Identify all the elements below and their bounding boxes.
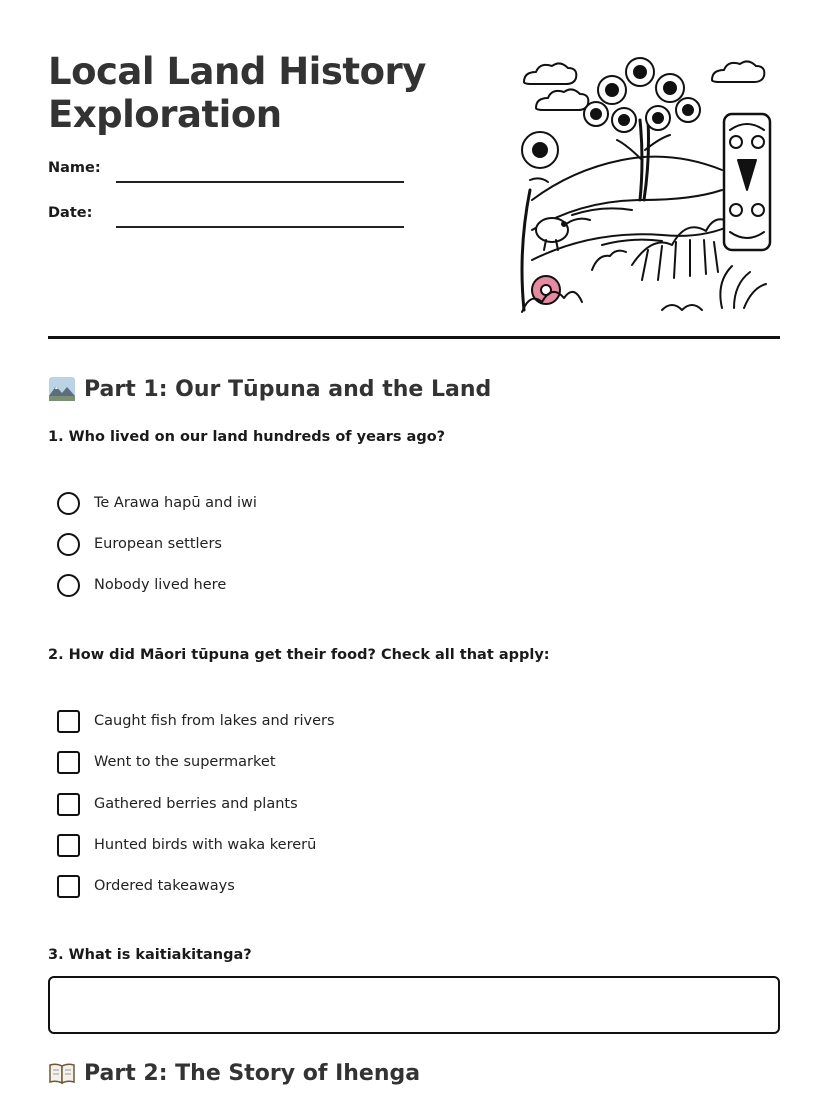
open-book-emoji-icon: [48, 1060, 76, 1086]
part2-heading-text: Part 2: The Story of Ihenga: [84, 1060, 421, 1086]
q2-option-2-label: Went to the supermarket: [94, 754, 276, 770]
q2-option-5-label: Ordered takeaways: [94, 878, 235, 894]
q1-option-1-label: Te Arawa hapū and iwi: [94, 495, 257, 511]
date-line[interactable]: [116, 226, 404, 228]
landscape-emoji-icon: [48, 376, 76, 402]
part1-heading: [48, 374, 491, 404]
maori-landscape-illustration: [512, 50, 780, 316]
q2-option-3[interactable]: [57, 791, 298, 817]
name-field[interactable]: [48, 160, 408, 184]
q2-option-2[interactable]: [57, 749, 276, 775]
q1-option-2-label: European settlers: [94, 536, 222, 552]
question-2: 2. How did Māori tūpuna get their food? Check all that apply:: [48, 647, 550, 663]
checkbox[interactable]: [57, 793, 80, 816]
date-label: Date:: [48, 205, 93, 221]
title-line-2: Exploration: [48, 93, 282, 136]
q2-option-4[interactable]: [57, 832, 316, 858]
date-field[interactable]: [48, 205, 408, 229]
question-1: 1. Who lived on our land hundreds of years ago?: [48, 429, 446, 445]
radio-button[interactable]: [57, 574, 80, 597]
checkbox[interactable]: [57, 875, 80, 898]
name-line[interactable]: [116, 181, 404, 183]
checkbox[interactable]: [57, 751, 80, 774]
header-divider: [48, 336, 780, 339]
question-3: 3. What is kaitiakitanga?: [48, 947, 252, 963]
q2-option-1-label: Caught fish from lakes and rivers: [94, 713, 335, 729]
q2-option-3-label: Gathered berries and plants: [94, 796, 298, 812]
q1-option-3-label: Nobody lived here: [94, 577, 227, 593]
q1-option-1[interactable]: [57, 490, 257, 516]
part2-heading: [48, 1058, 420, 1088]
q1-option-3[interactable]: [57, 572, 226, 598]
radio-button[interactable]: [57, 492, 80, 515]
q2-option-1[interactable]: [57, 708, 335, 734]
title-line-1: Local Land History: [48, 50, 426, 93]
q1-option-2[interactable]: [57, 531, 222, 557]
name-label: Name:: [48, 160, 101, 176]
part1-heading-text: Part 1: Our Tūpuna and the Land: [84, 376, 492, 402]
worksheet-title: [48, 50, 468, 136]
radio-button[interactable]: [57, 533, 80, 556]
checkbox[interactable]: [57, 710, 80, 733]
q2-option-4-label: Hunted birds with waka kererū: [94, 837, 317, 853]
q2-option-5[interactable]: [57, 873, 235, 899]
checkbox[interactable]: [57, 834, 80, 857]
q3-answer-box[interactable]: [48, 976, 780, 1034]
